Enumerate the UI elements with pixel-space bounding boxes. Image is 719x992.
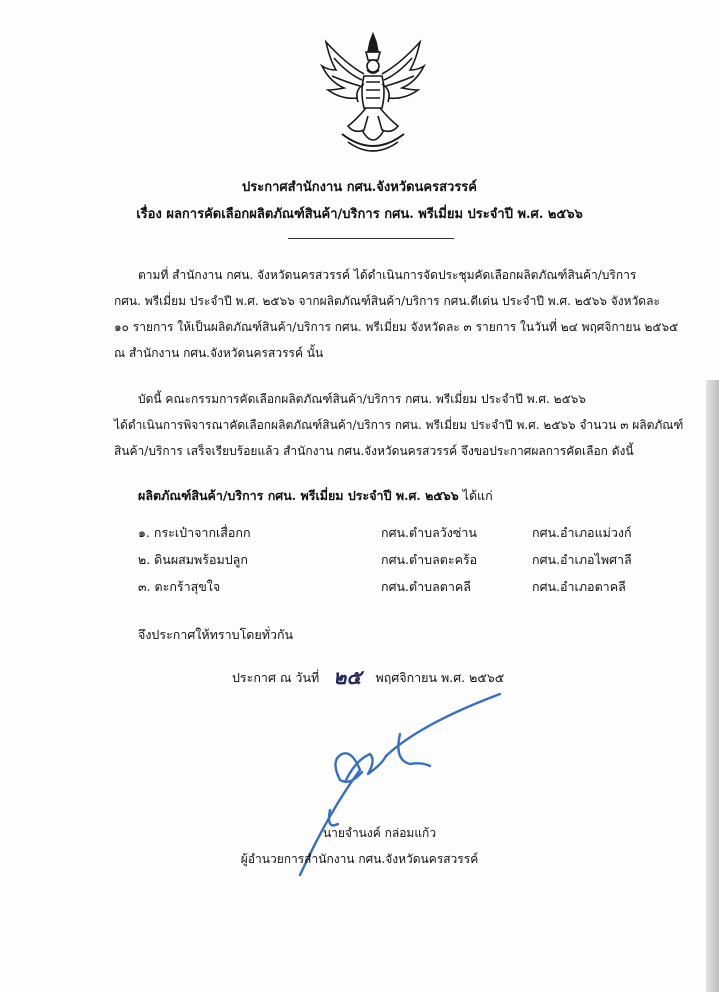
products-heading-bold: ผลิตภัณฑ์สินค้า/บริการ กศน. พรีเมี่ยม ประจำปี พ.ศ. ๒๕๖๖ bbox=[138, 488, 459, 503]
list-item bbox=[138, 523, 678, 550]
date-day-handwritten: ๒๕ bbox=[333, 665, 362, 689]
announcement-subject: เรื่อง ผลการคัดเลือกผลิตภัณฑ์สินค้า/บริการ กศน. พรีเมี่ยม ประจำปี พ.ศ. ๒๕๖๖ bbox=[136, 207, 583, 222]
announcement-title: ประกาศสำนักงาน กศน.จังหวัดนครสวรรค์ bbox=[242, 180, 477, 195]
paragraph-line: ๑๐ รายการ ให้เป็นผลิตภัณฑ์สินค้า/บริการ กศน. พรีเมี่ยม จังหวัดละ ๓ รายการ ในวันที่ ๒๔ พฤศจิกายน ๒๕๖๕ bbox=[114, 320, 679, 334]
paragraph-line: ณ สำนักงาน กศน.จังหวัดนครสวรรค์ นั้น bbox=[114, 346, 324, 360]
announcement-date bbox=[232, 659, 504, 691]
date-suffix: พฤศจิกายน พ.ศ. ๒๕๖๕ bbox=[375, 670, 505, 685]
paragraph-line: กศน. พรีเมี่ยม ประจำปี พ.ศ. ๒๕๖๖ จากผลิตภัณฑ์สินค้า/บริการ กศน.ดีเด่น ประจำปี พ.ศ. ๒๕๖๖ จังหวัดละ bbox=[114, 294, 660, 308]
signer-position: ผู้อำนวยการสำนักงาน กศน.จังหวัดนครสวรรค์ bbox=[240, 852, 479, 866]
products-heading-suffix: ได้แก่ bbox=[462, 488, 493, 503]
products-heading bbox=[138, 486, 493, 506]
product-subdistrict: กศน.ตำบลตาคลี bbox=[381, 579, 471, 594]
product-subdistrict: กศน.ตำบลวังซ่าน bbox=[381, 525, 477, 540]
scan-shadow-edge bbox=[706, 380, 719, 992]
garuda-emblem-icon bbox=[318, 30, 428, 160]
product-name: ๒. ดินผสมพร้อมปลูก bbox=[138, 552, 248, 567]
paragraph-line: สินค้า/บริการ เสร็จเรียบร้อยแล้ว สำนักงาน กศน.จังหวัดนครสวรรค์ จึงขอประกาศผลการคัดเลือก ดังนี้ bbox=[114, 444, 634, 458]
paragraph-line: บัดนี้ คณะกรรมการคัดเลือกผลิตภัณฑ์สินค้า/บริการ กศน. พรีเมี่ยม ประจำปี พ.ศ. ๒๕๖๖ bbox=[138, 392, 586, 406]
paragraph-line: ได้ดำเนินการพิจารณาคัดเลือกผลิตภัณฑ์สินค้า/บริการ กศน. พรีเมี่ยม ประจำปี พ.ศ. ๒๕๖๖ จำนวน ๓ ผลิตภัณฑ์ bbox=[114, 418, 684, 432]
title-divider bbox=[288, 238, 454, 239]
closing-statement: จึงประกาศให้ทราบโดยทั่วกัน bbox=[138, 627, 294, 642]
product-district: กศน.อำเภอแม่วงก์ bbox=[532, 525, 632, 540]
product-name: ๑. กระเป๋าจากเสื่อกก bbox=[138, 525, 251, 540]
paragraph-line: ตามที่ สำนักงาน กศน. จังหวัดนครสวรรค์ ได้ดำเนินการจัดประชุมคัดเลือกผลิตภัณฑ์สินค้า/บริการ bbox=[138, 268, 637, 282]
paragraph-result bbox=[114, 386, 697, 464]
date-prefix: ประกาศ ณ วันที่ bbox=[232, 670, 320, 685]
product-subdistrict: กศน.ตำบลตะคร้อ bbox=[381, 552, 478, 567]
list-item bbox=[138, 550, 678, 577]
signer-name: นายจำนงค์ กล่อมแก้ว bbox=[322, 826, 437, 840]
product-name: ๓. ตะกร้าสุขใจ bbox=[138, 579, 221, 594]
paragraph-background bbox=[114, 262, 697, 366]
product-district: กศน.อำเภอไพศาลี bbox=[532, 552, 632, 567]
products-list bbox=[138, 523, 678, 604]
list-item bbox=[138, 577, 678, 604]
product-district: กศน.อำเภอตาคลี bbox=[532, 579, 626, 594]
